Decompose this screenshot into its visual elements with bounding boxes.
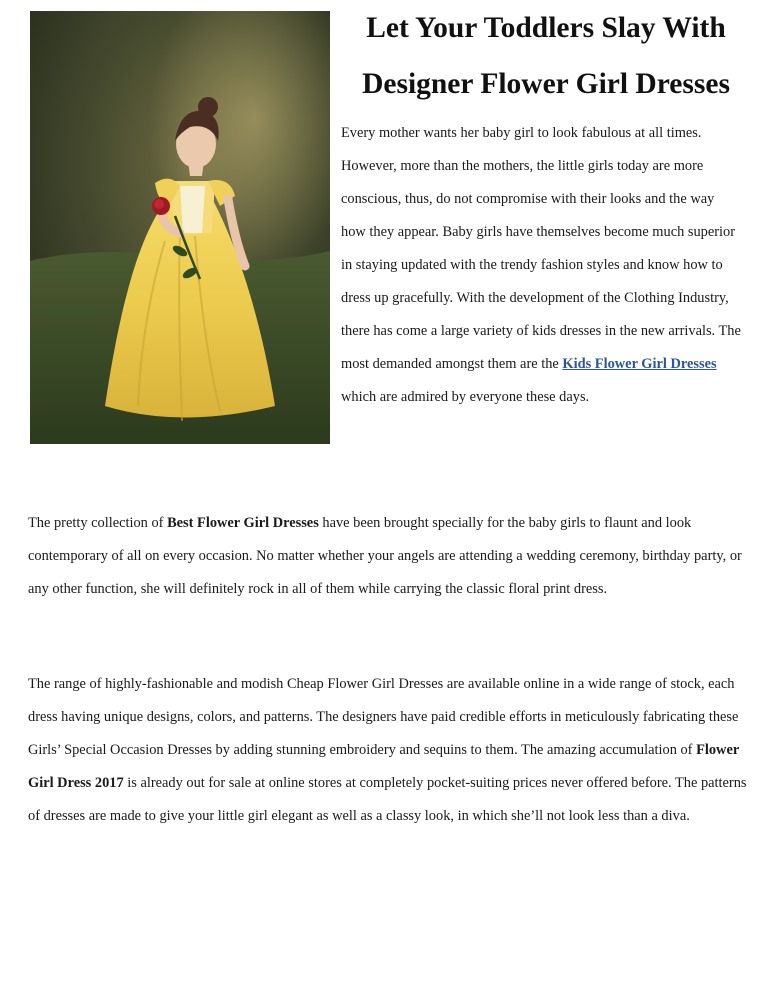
intro-text-end: which are admired by everyone these days. (341, 389, 590, 405)
para2-text-end: is already out for sale at online stores at completely pocket-suiting prices never offered before. The patterns of dresses are made to give your little girl elegant as well as a classy look, in which she’ll not look less than a diva. (28, 775, 747, 824)
para1-text-start: The pretty collection of (28, 515, 168, 531)
para2-text-start: The range of highly-fashionable and modish Cheap Flower Girl Dresses are available online in a wide range of stock, each dress having unique designs, colors, and patterns. The designers have paid credible efforts in meticulously fabricating these Girls’ Special Occasion Dresses by adding stunning embroidery and sequins to them. The amazing accumulation of (28, 676, 739, 758)
intro-paragraph (341, 117, 741, 414)
article-photo-girl-in-yellow-dress (30, 11, 330, 444)
para1-bold-term: Best Flower Girl Dresses (167, 515, 319, 531)
para1-text-end: have been brought specially for the baby girls to flaunt and look contemporary of all on every occasion. No matter whether your angels are attending a wedding ceremony, birthday party, or any other function, she will definitely rock in all of them while carrying the classic floral print dress. (28, 515, 742, 597)
article-title: Let Your Toddlers Slay With Designer Flower Girl Dresses (362, 12, 730, 100)
intro-text-start: Every mother wants her baby girl to look fabulous at all times. However, more than the mothers, the little girls today are more conscious, thus, do not compromise with their looks and the way how they appear. Baby girls have themselves become much superior in staying updated with the trendy fashion styles and know how to dress up gracefully. With the development of the Clothing Industry, there has come a large variety of kids dresses in the new arrivals. The most demanded amongst them are the (341, 125, 741, 372)
kids-flower-girl-dresses-link[interactable]: Kids Flower Girl Dresses (562, 356, 717, 372)
body-paragraph-2 (28, 668, 748, 833)
body-paragraph-1 (28, 507, 748, 606)
para2-bold-term: Flower Girl Dress 2017 (28, 742, 739, 791)
